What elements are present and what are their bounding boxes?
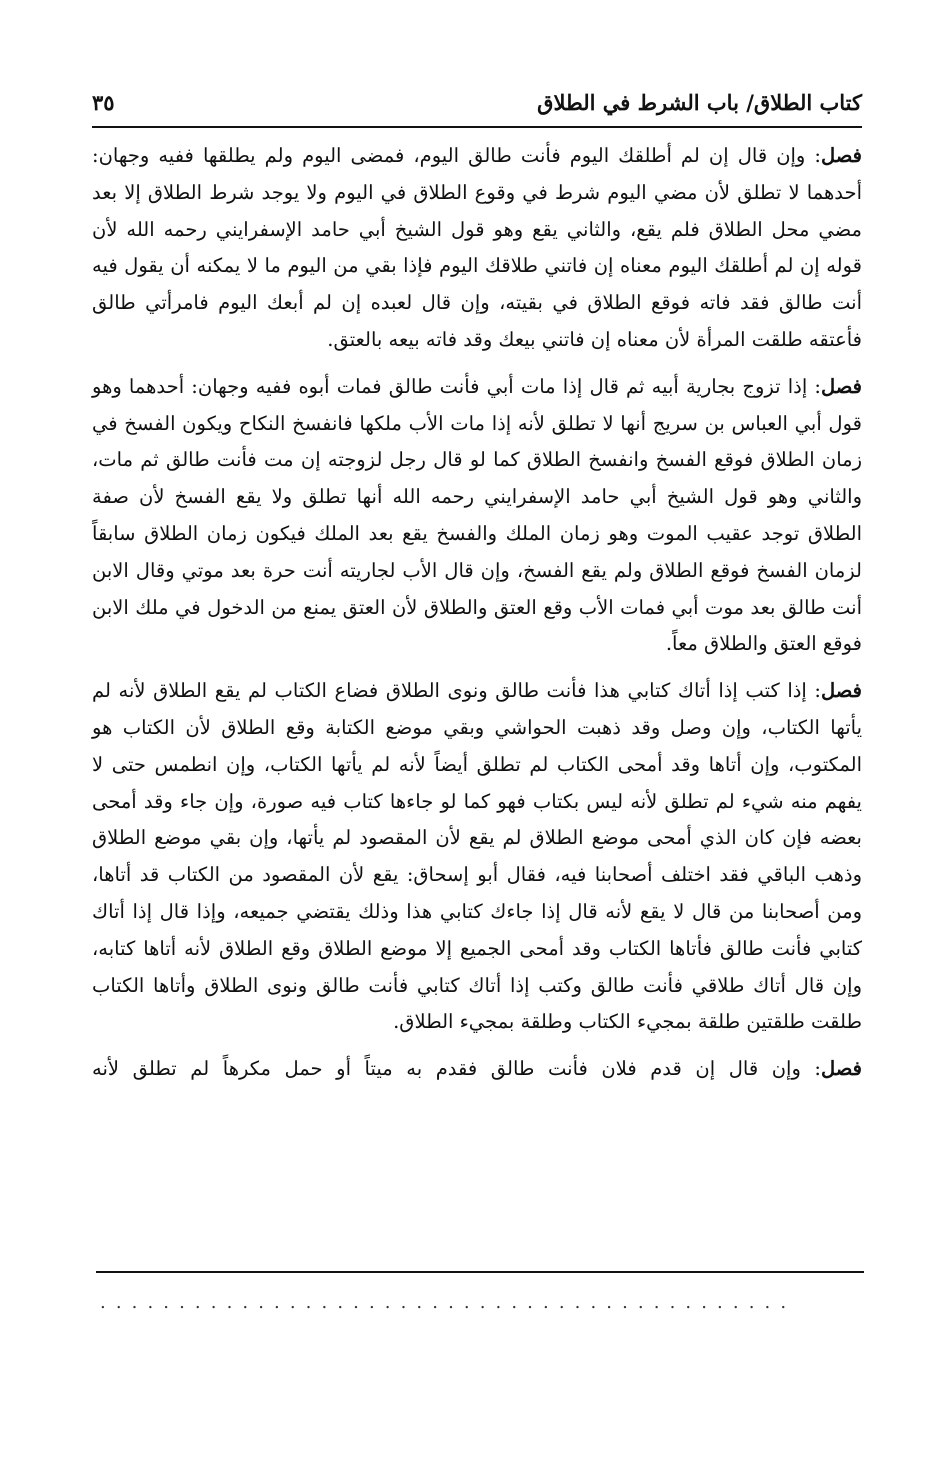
footnote-divider bbox=[96, 1271, 864, 1273]
paragraph bbox=[92, 673, 862, 1041]
paragraph-text: : وإن قال إن لم أطلقك اليوم فأنت طالق اليوم، فمضى اليوم ولم يطلقها ففيه وجهان: أحدهما لا تطلق لأن مضي اليوم شرط في وقوع الطلاق في اليوم ولا يوجد شرط الطلاق إلا بعد مضي محل الطلاق فلم يقع، والثاني يقع وهو قول الشيخ أبي حامد الإسفرايني رحمه الله لأن قوله إن لم أطلقك اليوم معناه إن فاتني طلاقك اليوم فإذا بقي من اليوم ما لا يمكنه أن يقول فيه أنت طالق فقد فاته فوقع الطلاق في بقيته، وإن قال لعبده إن لم أبعك اليوم فامرأتي طالق فأعتقه طلقت المرأة لأن معناه إن فاتني بيعك وقد فاته بيعه بالعتق. bbox=[92, 144, 862, 351]
header-title: كتاب الطلاق/ باب الشرط في الطلاق bbox=[537, 90, 862, 115]
section-label: فصل bbox=[821, 374, 862, 398]
section-label: فصل bbox=[821, 679, 862, 703]
paragraph-text: : وإن قال إن قدم فلان فأنت طالق فقدم به ميتاً أو حمل مكرهاً لم تطلق لأنه bbox=[92, 1057, 821, 1081]
main-text bbox=[92, 138, 862, 1098]
paragraph-text: : إذا تزوج بجارية أبيه ثم قال إذا مات أبي فأنت طالق فمات أبوه ففيه وجهان: أحدهما وهو قول أبي العباس بن سريج أنها لا تطلق لأنه إذا مات الأب ملكها فانفسخ النكاح ويكون الفسخ في زمان الطلاق فوقع الفسخ وانفسخ الطلاق كما لو قال رجل لزوجته إن مت فأنت طالق ثم مات، والثاني وهو قول الشيخ أبي حامد الإسفرايني رحمه الله أنها تطلق ولا يقع الفسخ لأن صفة الطلاق توجد عقيب الموت وهو زمان الملك والفسخ يقع بعد الملك فيكون زمان الطلاق سابقاً لزمان الفسخ فوقع الطلاق ولم يقع الفسخ، وإن قال الأب لجاريته أنت حرة بعد موتي وقال الابن أنت طالق بعد موت أبي فمات الأب وقع العتق والطلاق لأن العتق يمنع من الدخول في ملك الابن فوقع العتق والطلاق معاً. bbox=[92, 374, 862, 656]
page-number: ٣٥ bbox=[92, 90, 115, 115]
paragraph bbox=[92, 1051, 862, 1088]
paragraph bbox=[92, 138, 862, 359]
section-label: فصل bbox=[821, 144, 862, 167]
footnote-dotted-line: ............................................ bbox=[100, 1292, 797, 1312]
running-header bbox=[92, 86, 862, 126]
paragraph-text: : إذا كتب إذا أتاك كتابي هذا فأنت طالق ونوى الطلاق فضاع الكتاب لم يقع الطلاق لأنه لم يأتها الكتاب، وإن وصل وقد ذهبت الحواشي وبقي موضع الكتابة وقع الطلاق لأن الكتاب هو المكتوب، وإن أتاها وقد أمحى الكتاب لم تطلق أيضاً لأنه لم يأتها الكتاب، وإن انطمس حتى لا يفهم منه شيء لم تطلق لأنه ليس بكتاب فهو كما لو جاءها كتاب فيه صورة، وإن جاء وقد أمحى بعضه فإن كان الذي أمحى موضع الطلاق لم يقع لأن المقصود لم يأتها، وإن بقي موضع الطلاق وذهب الباقي فقد اختلف أصحابنا فيه، فقال أبو إسحاق: يقع لأن المقصود من الكتاب قد أتاها، ومن أصحابنا من قال لا يقع لأنه قال إذا جاءك كتابي هذا وذلك يقتضي جميعه، وإذا قال إذا أتاك كتابي فأنت طالق فأتاها الكتاب وقد أمحى الجميع إلا موضع الطلاق وقع الطلاق لأنه أتاها كتابه، وإن قال أتاك طلاقي فأنت طالق وكتب إذا أتاك كتابي فأنت طالق ونوى الطلاق وأتاها الكتاب طلقت طلقتين طلقة بمجيء الكتاب وطلقة بمجيء الطلاق. bbox=[92, 679, 862, 1034]
paragraph bbox=[92, 369, 862, 663]
section-label: فصل bbox=[821, 1057, 862, 1081]
header-divider bbox=[92, 126, 862, 128]
